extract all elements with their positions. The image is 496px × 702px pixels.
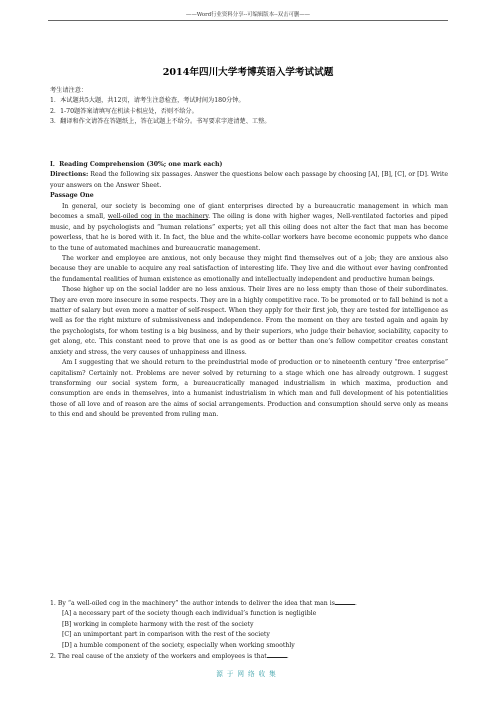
passage-paragraph <box>50 202 448 254</box>
answer-option: [A] a necessary part of the society though each individual’s function is negligible <box>62 610 317 618</box>
question-end: . <box>286 653 289 661</box>
passage-paragraph: Those higher up on the social ladder are no less anxious. Their lives are no less empty than those of their subordinates. They are even more insecure in some respects. They are in a highly competitive race. To be promoted or to fall behind is not a matter of salary but even more a matter of self-respect. When they apply for their first job, they are tested for intelligence as well as for the right mixture of submissiveness and independence. From the moment on they are tested again and again by the psychologists, for whom testing is a big business, and by their superiors, who judge their behavior, sociability, capacity to get along, etc. This constant need to prove that one is as good as or better than one’s fellow competitor creates constant anxiety and stress, the very causes of unhappiness and illness. <box>50 286 448 356</box>
question-stem <box>50 651 448 662</box>
section-directions <box>50 170 448 191</box>
notes-item: 2．1-70题答案请填写在机读卡相应处，否则不给分。 <box>50 107 198 115</box>
answer-blank <box>335 598 355 605</box>
answer-option: [C] an unimportant part in comparison with the rest of the society <box>62 631 270 639</box>
passage-body <box>50 202 448 421</box>
question-stem <box>50 598 448 609</box>
answer-option: [B] working in complete harmony with the rest of the society <box>62 620 254 628</box>
paragraph-text: . The oiling is done with higher wages, Nell-ventilated factories and piped music, and by psychologists and “human relations” experts; yet all this oiling does not alter the fact that man has become powerless, that he is bored with it. In fact, the blue and the white-collar workers have become economic puppets who dance to the tune of automated machines and bureaucratic management. <box>50 213 448 252</box>
page-footer: 源于网络收集 <box>216 670 280 678</box>
directions-text: Read the following six passages. Answer the questions below each passage by choosing [A], [B], [C], or [D]. Write your answers on the Answer Sheet. <box>50 171 448 189</box>
question-text: 2. The real cause of the anxiety of the workers and employees is that <box>50 653 267 661</box>
directions-label: Directions: <box>50 171 89 179</box>
notes-item: 1．本试题共5大题，共12页，请考生注意检查，考试时间为180分钟。 <box>50 97 245 105</box>
notes-item: 3．翻译和作文请答在答题纸上，答在试题上不给分。书写要求字迹清楚、工整。 <box>50 118 271 126</box>
passage-paragraph: Am I suggesting that we should return to the preindustrial mode of production or to nineteenth century “free enterprise” capitalism? Certainly not. Problems are never solved by returning to a stage which one has already outgrown. I suggest transforming our social system form, a bureaucratically managed industrialism in which maxima, production and consumption are ends in themselves, into a humanist industrialism in which man and full development of his potentialities those of all love and of reason are the aims of social arrangements. Production and consumption should serve only as means to this end and should be prevented from ruling man. <box>50 359 448 419</box>
section-title: I．Reading Comprehension (30%; one mark each) <box>50 161 223 168</box>
paragraph-text: In general, our society is becoming one of giant enterprises directed by a bureaucratic management in which man becomes a small, <box>50 203 448 221</box>
question-text: 1. By “a well-oiled cog in the machinery” the author intends to deliver the idea that man is <box>50 600 335 607</box>
passage-paragraph: The worker and employee are anxious, not only because they might find themselves out of a job; they are anxious also because they are unable to acquire any real satisfaction of interesting life. They live and die without ever having confronted the fundamental realities of human existence as emotionally and intellectually independent and productive human beings. <box>50 255 448 283</box>
answer-option: [D] a humble component of the society, especially when working smoothly <box>62 641 295 649</box>
question-list <box>50 598 448 662</box>
passage-title: Passage One <box>50 192 94 199</box>
question-end: . <box>354 600 357 607</box>
header-divider <box>48 20 448 21</box>
exam-notes <box>50 86 448 128</box>
answer-blank <box>267 651 289 661</box>
page-header: ——Word行业资料分享--可编辑版本--双击可删—— <box>185 12 311 18</box>
section-reading <box>50 160 448 191</box>
underlined-phrase: well-oiled cog in the machinery <box>107 213 209 221</box>
document-title: 2014年四川大学考博英语入学考试试题 <box>162 67 334 78</box>
notes-heading: 考生请注意： <box>50 87 88 94</box>
